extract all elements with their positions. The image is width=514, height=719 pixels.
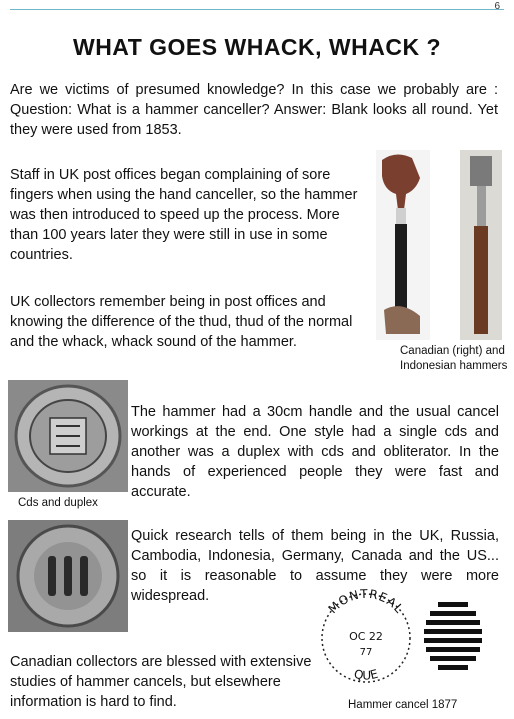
canadian-hammer-photo xyxy=(460,150,502,340)
cancel-caption: Hammer cancel 1877 xyxy=(348,699,458,711)
research-paragraph: Quick research tells of them being in the UK, Russia, Cambodia, Indonesia, Germany, Canada and the US... so it is reasonable to assume they were more widespread. xyxy=(131,528,499,604)
cds-duplex-photo xyxy=(8,380,128,492)
svg-text:QUE xyxy=(353,667,380,683)
postmark-province: QUE xyxy=(352,666,380,683)
staff-paragraph: Staff in UK post offices began complaining of sore fingers when using the hand canceller, so the hammer was then introduced to speed up the process. More than 100 years later they were still in use in some countries. xyxy=(10,167,358,263)
postmark-city: MONTREAL xyxy=(325,586,407,617)
hammer-cancel-image xyxy=(312,582,508,694)
page-title: WHAT GOES WHACK, WHACK ? xyxy=(72,34,442,60)
canadian-paragraph: Canadian collectors are blessed with extensive studies of hammer cancels, but elsewhere information is hard to find. xyxy=(10,654,312,710)
page-number: 6 xyxy=(494,1,500,12)
hammers-caption: Canadian (right) and Indonesian hammers xyxy=(400,345,508,372)
intro-paragraph: Are we victims of presumed knowledge? In this case we probably are : Question: What is a hammer canceller? Answer: Blank looks all round. Yet they were used from 1853. xyxy=(10,82,498,138)
handle-paragraph: The hammer had a 30cm handle and the usual cancel workings at the end. One style had a single cds and another was a duplex with cds and obliterator. In the hands of experienced people they were fast and accurate. xyxy=(131,404,499,500)
top-rule xyxy=(10,9,504,10)
indonesian-hammer-photo xyxy=(376,150,430,340)
obliterator-bars xyxy=(424,602,482,670)
postmark-date: OC 22 xyxy=(349,630,383,643)
svg-text:MONTREAL xyxy=(326,587,407,616)
duplex-end-photo xyxy=(8,520,128,632)
postmark-year: 77 xyxy=(359,647,373,658)
collectors-paragraph: UK collectors remember being in post offices and knowing the difference of the thud, thud of the normal and the whack, whack sound of the hammer. xyxy=(10,294,353,350)
cds-caption: Cds and duplex xyxy=(18,497,98,509)
